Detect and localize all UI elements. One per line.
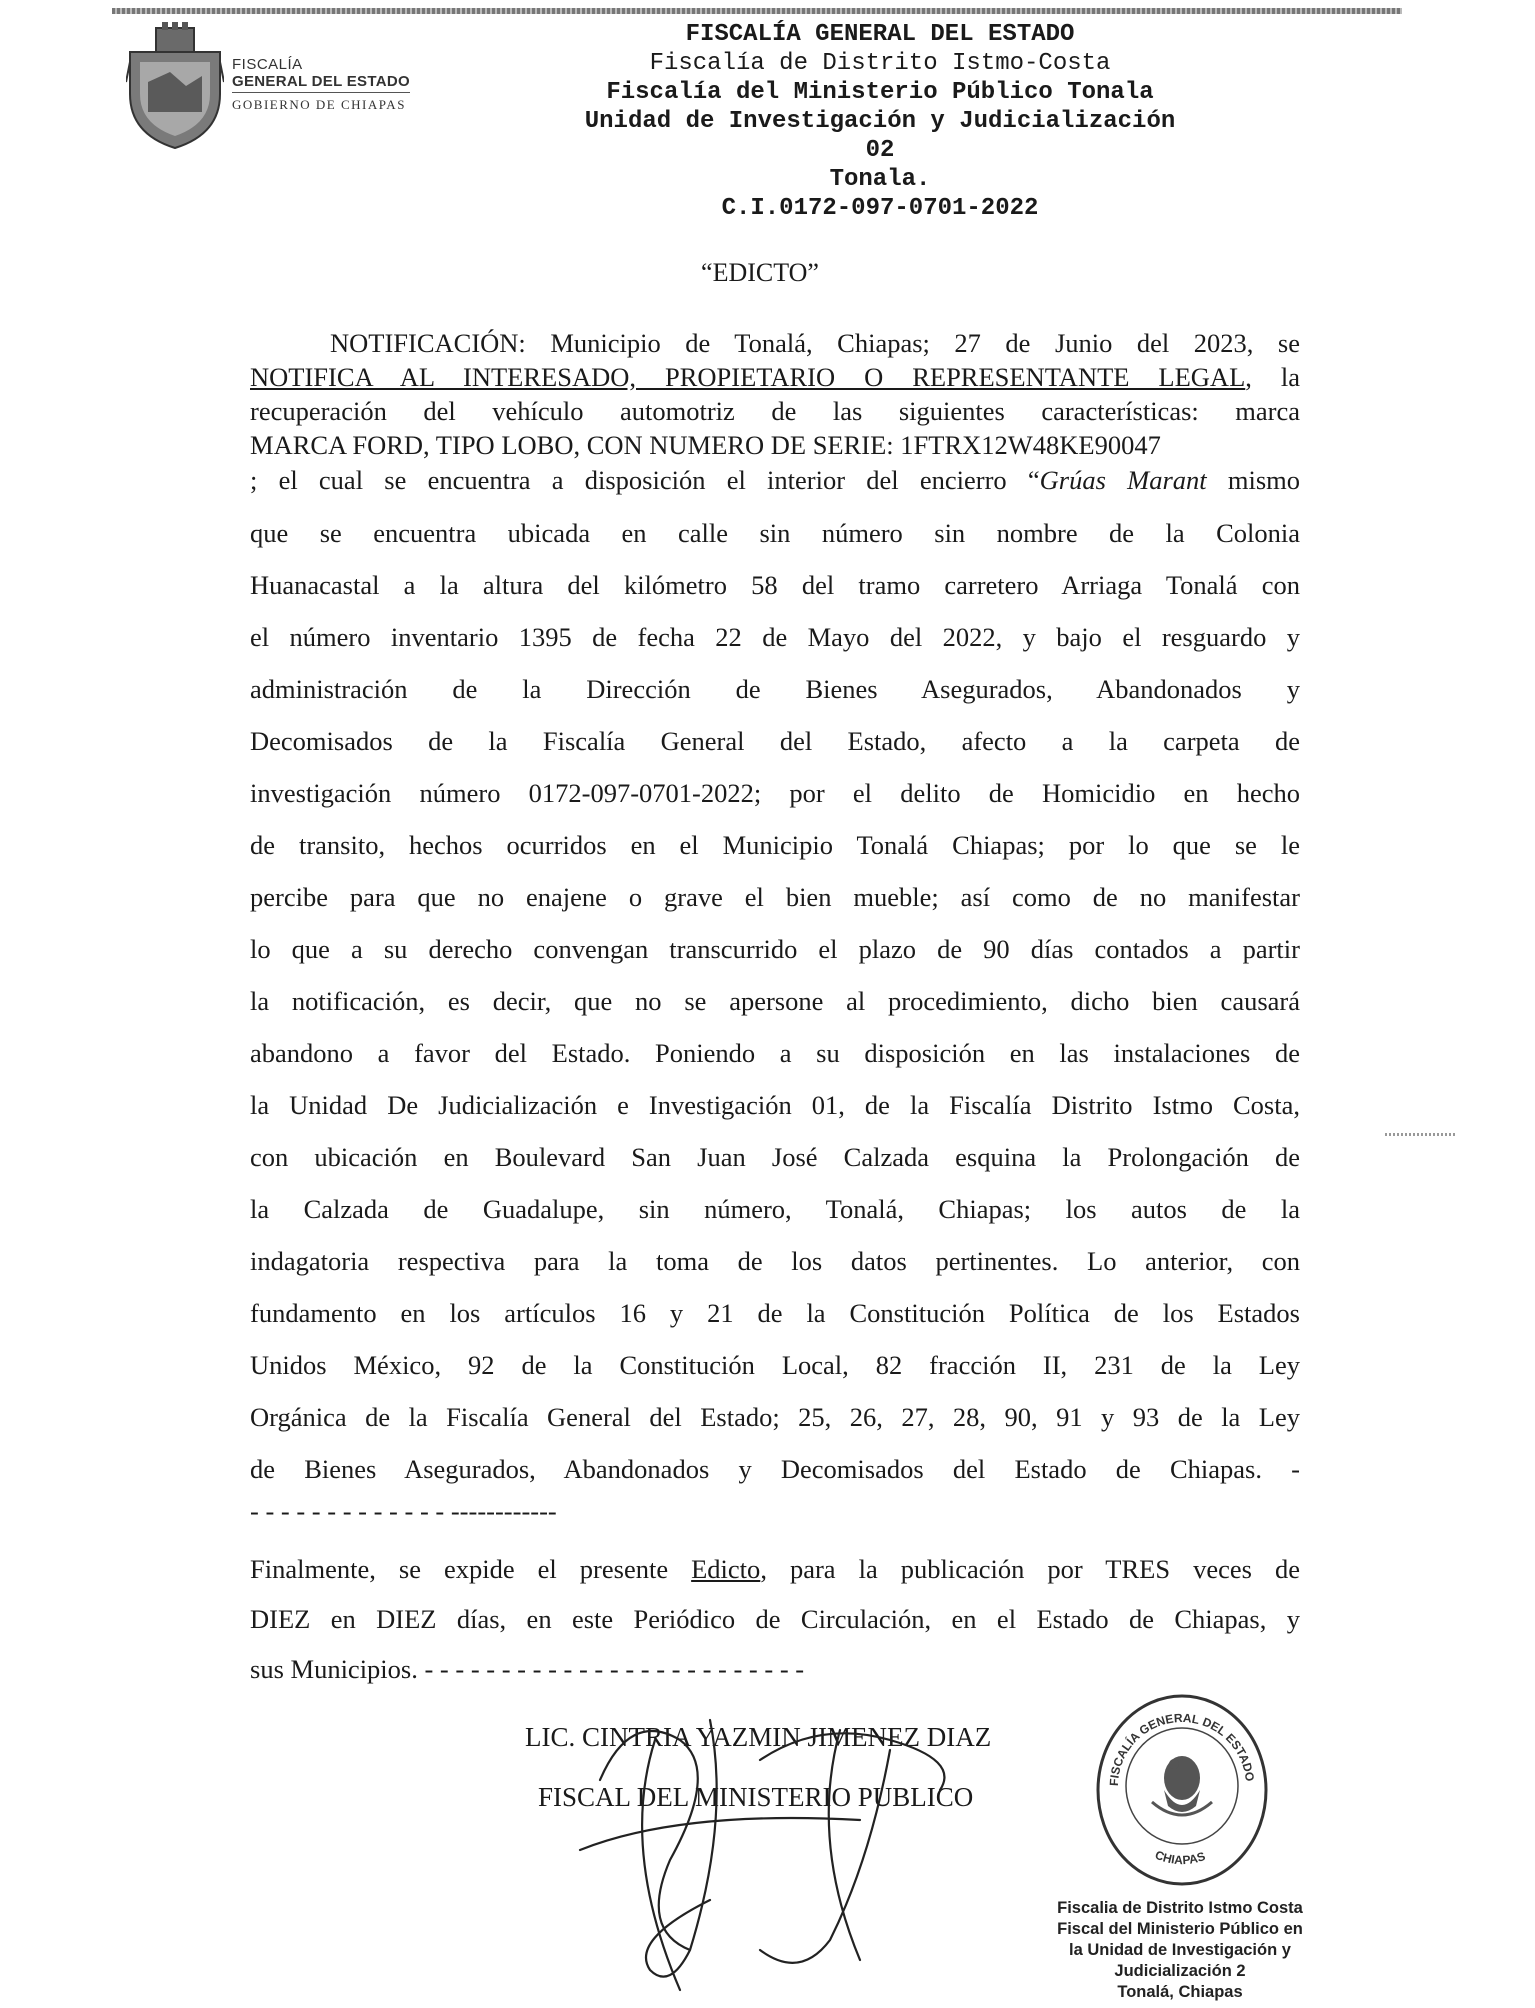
body-line: sus Municipios. - - - - - - - - - - - - - - - - - - - - - - - - - bbox=[250, 1654, 805, 1684]
official-seal bbox=[1092, 1690, 1272, 1890]
document-title: “EDICTO” bbox=[701, 258, 819, 287]
header-line-1: FISCALÍA GENERAL DEL ESTADO bbox=[685, 21, 1075, 48]
body-fragment: Finalmente, se expide el presente bbox=[250, 1554, 692, 1584]
body-line: investigación número 0172-097-0701-2022; por el delito de Homicidio en hecho bbox=[250, 778, 1300, 808]
header-line-3: Fiscalía del Ministerio Público Tonala bbox=[606, 79, 1154, 106]
body-line: fundamento en los artículos 16 y 21 de la Constitución Política de los Estados bbox=[250, 1298, 1300, 1328]
seal-caption-line: Judicialización 2 bbox=[1114, 1962, 1246, 1980]
body-line: la Unidad De Judicialización e Investigación 01, de la Fiscalía Distrito Istmo Costa, bbox=[250, 1090, 1300, 1120]
body-fragment: ; el cual se encuentra a disposición el interior del encierro “ bbox=[250, 465, 1040, 495]
seal-ring-top: FISCALÍA GENERAL DEL ESTADO bbox=[1106, 1710, 1257, 1787]
body-line: Unidos México, 92 de la Constitución Local, 82 fracción II, 231 de la Ley bbox=[250, 1350, 1300, 1380]
signer-name: LIC. CINTRIA YAZMIN JIMENEZ DIAZ bbox=[525, 1722, 992, 1752]
body-line: Huanacastal a la altura del kilómetro 58 del tramo carretero Arriaga Tonalá con bbox=[250, 570, 1300, 600]
body-line: de transito, hechos ocurridos en el Municipio Tonalá Chiapas; por lo que se le bbox=[250, 830, 1300, 860]
logo-line-3: GOBIERNO DE CHIAPAS bbox=[232, 97, 406, 112]
header-line-2: Fiscalía de Distrito Istmo-Costa bbox=[649, 50, 1111, 77]
body-line: de Bienes Asegurados, Abandonados y Decomisados del Estado de Chiapas. - bbox=[250, 1454, 1300, 1484]
seal-caption-line: Fiscal del Ministerio Público en bbox=[1057, 1920, 1303, 1938]
case-number: C.I.0172-097-0701-2022 bbox=[721, 195, 1039, 222]
header-line-5: Tonala. bbox=[829, 166, 931, 193]
body-line: lo que a su derecho convengan transcurrido el plazo de 90 días contados a partir bbox=[250, 934, 1300, 964]
chiapas-shield-logo bbox=[126, 22, 224, 150]
scan-top-border bbox=[112, 8, 1402, 14]
edict-underlined: Edicto bbox=[691, 1554, 761, 1584]
body-line bbox=[250, 1554, 1300, 1585]
body-line bbox=[250, 465, 1300, 496]
tow-company: Grúas Marant bbox=[1039, 465, 1207, 495]
scan-mark bbox=[1385, 1133, 1455, 1136]
signer-position: FISCAL DEL MINISTERIO PUBLICO bbox=[538, 1782, 974, 1812]
body-line: indagatoria respectiva para la toma de los datos pertinentes. Lo anterior, con bbox=[250, 1246, 1300, 1276]
body-line: DIEZ en DIEZ días, en este Periódico de Circulación, en el Estado de Chiapas, y bbox=[250, 1604, 1300, 1634]
body-line: MARCA FORD, TIPO LOBO, CON NUMERO DE SERIE: 1FTRX12W48KE90047 bbox=[250, 430, 1161, 460]
body-line: la notificación, es decir, que no se apersone al procedimiento, dicho bien causará bbox=[250, 986, 1300, 1016]
svg-text:CHIAPAS bbox=[1153, 1848, 1207, 1868]
header-line-4: Unidad de Investigación y Judicialización 02 bbox=[584, 108, 1176, 164]
body-fragment: , la bbox=[1245, 362, 1300, 392]
seal-caption-line: la Unidad de Investigación y bbox=[1069, 1941, 1291, 1959]
body-line: NOTIFICACIÓN: Municipio de Tonalá, Chiapas; 27 de Junio del 2023, se bbox=[330, 328, 1300, 358]
body-line: el número inventario 1395 de fecha 22 de Mayo del 2022, y bajo el resguardo y bbox=[250, 622, 1300, 652]
notify-underlined: NOTIFICA AL INTERESADO, PROPIETARIO O REPRESENTANTE LEGAL bbox=[250, 362, 1246, 392]
body-line: Orgánica de la Fiscalía General del Estado; 25, 26, 27, 28, 90, 91 y 93 de la Ley bbox=[250, 1402, 1300, 1432]
logo-line-1: FISCALÍA bbox=[232, 56, 303, 73]
seal-caption-line: Tonalá, Chiapas bbox=[1117, 1983, 1243, 2001]
document-header bbox=[580, 20, 1180, 223]
body-line: con ubicación en Boulevard San Juan José Calzada esquina la Prolongación de bbox=[250, 1142, 1300, 1172]
seal-caption-line: Fiscalia de Distrito Istmo Costa bbox=[1057, 1899, 1303, 1917]
body-line: percibe para que no enajene o grave el bien mueble; así como de no manifestar bbox=[250, 882, 1300, 912]
dash-line: - - - - - - - - - - - - - ------------ bbox=[250, 1496, 557, 1526]
seal-ring-bottom: CHIAPAS bbox=[1153, 1847, 1208, 1868]
logo-line-2: GENERAL DEL ESTADO bbox=[232, 73, 410, 93]
body-line: Decomisados de la Fiscalía General del Estado, afecto a la carpeta de bbox=[250, 726, 1300, 756]
body-line: la Calzada de Guadalupe, sin número, Tonalá, Chiapas; los autos de la bbox=[250, 1194, 1300, 1224]
body-fragment: mismo bbox=[1206, 465, 1300, 495]
body-line: administración de la Dirección de Bienes Asegurados, Abandonados y bbox=[250, 674, 1300, 704]
handwritten-signature bbox=[560, 1700, 1020, 2000]
body-fragment: , para la publicación por TRES veces de bbox=[760, 1554, 1300, 1584]
body-line bbox=[250, 362, 1300, 393]
body-line: recuperación del vehículo automotriz de las siguientes características: marca bbox=[250, 396, 1300, 426]
seal-caption bbox=[1030, 1898, 1330, 2003]
body-line: abandono a favor del Estado. Poniendo a su disposición en las instalaciones de bbox=[250, 1038, 1300, 1068]
body-line: que se encuentra ubicada en calle sin número sin nombre de la Colonia bbox=[250, 518, 1300, 548]
logo-text bbox=[232, 56, 410, 113]
